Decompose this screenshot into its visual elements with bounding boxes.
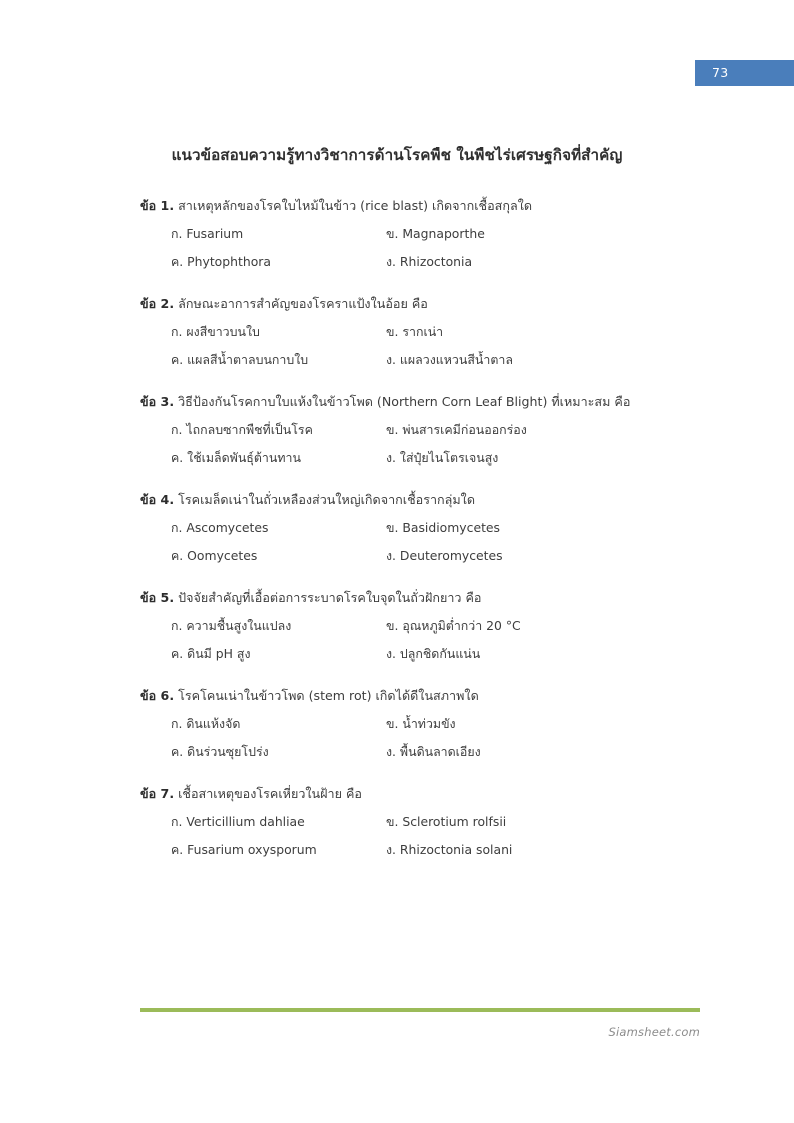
question-block bbox=[140, 686, 700, 761]
choice-option[interactable]: ก. ไถกลบซากพืชที่เป็นโรค bbox=[171, 422, 313, 437]
question-number: ข้อ 1. bbox=[140, 198, 175, 213]
choice-option[interactable]: ง. Deuteromycetes bbox=[386, 548, 503, 563]
question-block bbox=[140, 294, 700, 369]
choice-grid bbox=[171, 616, 700, 663]
page-number-badge: 73 bbox=[695, 60, 794, 86]
choice-option[interactable]: ง. Rhizoctonia solani bbox=[386, 842, 513, 857]
choice-option[interactable]: ข. Sclerotium rolfsii bbox=[386, 814, 507, 829]
question-text: วิธีป้องกันโรคกาบใบแห้งในข้าวโพด (Northern Corn Leaf Blight) ที่เหมาะสม คือ bbox=[174, 394, 631, 409]
question-number: ข้อ 6. bbox=[140, 688, 175, 703]
choice-option[interactable]: ค. ใช้เมล็ดพันธุ์ต้านทาน bbox=[171, 450, 301, 465]
choice-option[interactable]: ก. ดินแห้งจัด bbox=[171, 716, 241, 731]
question-block bbox=[140, 784, 700, 859]
question-list bbox=[140, 196, 700, 882]
question-number: ข้อ 7. bbox=[140, 786, 175, 801]
question-line bbox=[140, 490, 700, 509]
choice-option[interactable]: ค. ดินมี pH สูง bbox=[171, 646, 251, 661]
question-text: เชื้อสาเหตุของโรคเหี่ยวในฝ้าย คือ bbox=[174, 786, 362, 801]
choice-option[interactable]: ง. พื้นดินลาดเอียง bbox=[386, 744, 481, 759]
choice-option[interactable]: ง. แผลวงแหวนสีน้ำตาล bbox=[386, 352, 513, 367]
page-title: แนวข้อสอบความรู้ทางวิชาการด้านโรคพืช ในพืชไร่เศรษฐกิจที่สำคัญ bbox=[171, 146, 623, 164]
choice-option[interactable]: ข. รากเน่า bbox=[386, 324, 444, 339]
choice-option[interactable]: ง. Rhizoctonia bbox=[386, 254, 473, 269]
choice-grid bbox=[171, 224, 700, 271]
question-number: ข้อ 5. bbox=[140, 590, 175, 605]
question-line bbox=[140, 294, 700, 313]
question-line bbox=[140, 784, 700, 803]
question-block bbox=[140, 196, 700, 271]
question-text: ปัจจัยสำคัญที่เอื้อต่อการระบาดโรคใบจุดในถั่วฝักยาว คือ bbox=[174, 590, 482, 605]
choice-option[interactable]: ข. พ่นสารเคมีก่อนออกร่อง bbox=[386, 422, 527, 437]
choice-option[interactable]: ค. ดินร่วนซุยโปร่ง bbox=[171, 744, 269, 759]
choice-option[interactable]: ข. Basidiomycetes bbox=[386, 520, 501, 535]
question-number: ข้อ 3. bbox=[140, 394, 175, 409]
footer-divider bbox=[140, 1008, 700, 1012]
choice-option[interactable]: ข. Magnaporthe bbox=[386, 226, 485, 241]
question-text: โรคโคนเน่าในข้าวโพด (stem rot) เกิดได้ดีในสภาพใด bbox=[174, 688, 479, 703]
question-number: ข้อ 4. bbox=[140, 492, 175, 507]
question-text: สาเหตุหลักของโรคใบไหม้ในข้าว (rice blast) เกิดจากเชื้อสกุลใด bbox=[174, 198, 533, 213]
question-line bbox=[140, 686, 700, 705]
choice-option[interactable]: ข. น้ำท่วมขัง bbox=[386, 716, 456, 731]
question-block bbox=[140, 588, 700, 663]
choice-option[interactable]: ก. ผงสีขาวบนใบ bbox=[171, 324, 260, 339]
question-line bbox=[140, 392, 700, 411]
question-line bbox=[140, 588, 700, 607]
choice-option[interactable]: ค. แผลสีน้ำตาลบนกาบใบ bbox=[171, 352, 309, 367]
choice-option[interactable]: ง. ปลูกชิดกันแน่น bbox=[386, 646, 481, 661]
choice-option[interactable]: ก. Ascomycetes bbox=[171, 520, 269, 535]
choice-grid bbox=[171, 322, 700, 369]
question-block bbox=[140, 392, 700, 467]
choice-grid bbox=[171, 518, 700, 565]
choice-option[interactable]: ก. Fusarium bbox=[171, 226, 244, 241]
choice-option[interactable]: ข. อุณหภูมิต่ำกว่า 20 °C bbox=[386, 618, 521, 633]
question-number: ข้อ 2. bbox=[140, 296, 175, 311]
question-block bbox=[140, 490, 700, 565]
question-text: ลักษณะอาการสำคัญของโรคราแป้งในอ้อย คือ bbox=[174, 296, 428, 311]
question-text: โรคเมล็ดเน่าในถั่วเหลืองส่วนใหญ่เกิดจากเชื้อรากลุ่มใด bbox=[174, 492, 476, 507]
choice-grid bbox=[171, 812, 700, 859]
choice-option[interactable]: ก. Verticillium dahliae bbox=[171, 814, 305, 829]
choice-option[interactable]: ค. Phytophthora bbox=[171, 254, 271, 269]
choice-option[interactable]: ง. ใส่ปุ๋ยไนโตรเจนสูง bbox=[386, 450, 499, 465]
choice-grid bbox=[171, 420, 700, 467]
footer-credit: Siamsheet.com bbox=[608, 1025, 700, 1039]
question-line bbox=[140, 196, 700, 215]
choice-grid bbox=[171, 714, 700, 761]
choice-option[interactable]: ค. Fusarium oxysporum bbox=[171, 842, 317, 857]
choice-option[interactable]: ก. ความชื้นสูงในแปลง bbox=[171, 618, 292, 633]
choice-option[interactable]: ค. Oomycetes bbox=[171, 548, 258, 563]
